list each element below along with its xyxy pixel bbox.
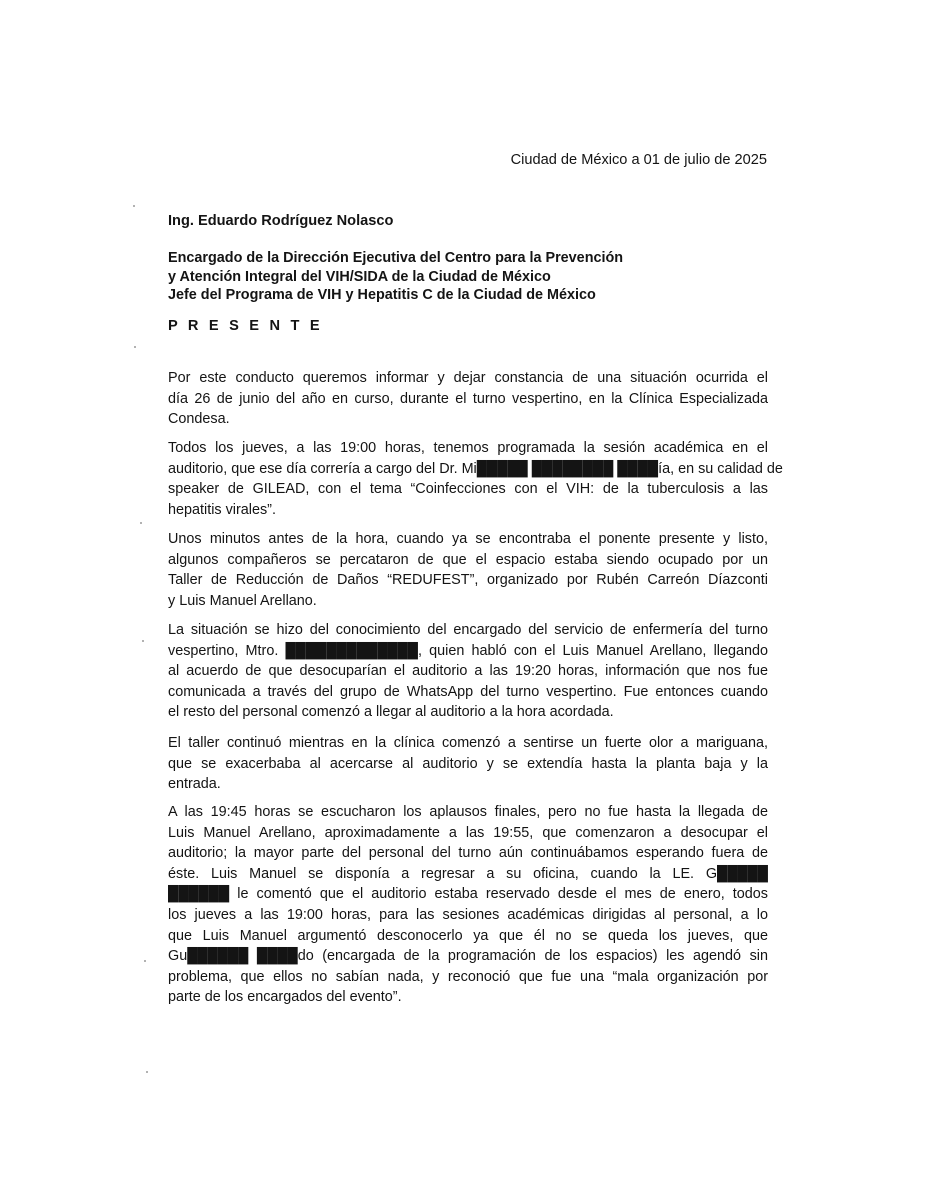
- paragraph: [168, 529, 768, 611]
- paragraph-line: los jueves a las 19:00 horas, para las sesiones académicas dirigidas al personal, a lo: [168, 906, 768, 923]
- paragraph-line: al acuerdo de que desocuparían el auditorio a las 19:20 horas, información que nos fue: [168, 663, 768, 680]
- paragraph-line: La situación se hizo del conocimiento del encargado del servicio de enfermería del turno: [168, 622, 768, 638]
- paragraph-line: que Luis Manuel argumentó desconocerlo ya que él no se queda los jueves, que: [168, 927, 768, 944]
- paragraph-line: problema, que ellos no sabían nada, y reconoció que fue una “mala organización por: [168, 968, 768, 985]
- paragraph: [168, 802, 768, 1008]
- letter-date: Ciudad de México a 01 de julio de 2025: [510, 152, 767, 168]
- scan-speck: [144, 960, 146, 962]
- scan-speck: [142, 640, 144, 642]
- paragraph-line: que se exacerbaba al acercarse al auditorio y se extendía hasta la planta baja y la: [168, 755, 768, 772]
- paragraph-line: hepatitis virales”.: [168, 501, 276, 518]
- recipient-name: Ing. Eduardo Rodríguez Nolasco: [168, 213, 394, 229]
- paragraph: [168, 733, 768, 795]
- recipient-role-line: Jefe del Programa de VIH y Hepatitis C de la Ciudad de México: [168, 287, 596, 303]
- scan-speck: [134, 346, 136, 348]
- paragraph-line: Unos minutos antes de la hora, cuando ya se encontraba el ponente presente y listo,: [168, 531, 768, 547]
- paragraph-line: auditorio, que ese día correría a cargo del Dr. Mi█████ ████████ ████ía, en su calidad de: [168, 460, 783, 477]
- paragraph: [168, 368, 768, 430]
- paragraph-line: y Luis Manuel Arellano.: [168, 592, 317, 609]
- paragraph-line: comunicada a través del grupo de WhatsApp del turno vespertino. Fue entonces cuando: [168, 683, 768, 700]
- paragraph-line: éste. Luis Manuel se disponía a regresar a su oficina, cuando la LE. G█████: [168, 865, 768, 882]
- scan-speck: [146, 1071, 148, 1073]
- paragraph-line: Todos los jueves, a las 19:00 horas, tenemos programada la sesión académica en el: [168, 440, 768, 456]
- paragraph: [168, 438, 783, 520]
- paragraph-line: Condesa.: [168, 411, 230, 428]
- paragraph-line: día 26 de junio del año en curso, durante el turno vespertino, en la Clínica Especializada: [168, 390, 768, 407]
- paragraph-line: ██████ le comentó que el auditorio estaba reservado desde el mes de enero, todos: [168, 886, 768, 903]
- recipient-roles: [168, 249, 623, 305]
- scan-speck: [133, 205, 135, 207]
- paragraph-line: Por este conducto queremos informar y dejar constancia de una situación ocurrida el: [168, 370, 768, 386]
- greeting: P R E S E N T E: [168, 318, 323, 334]
- paragraph-line: algunos compañeros se percataron de que el espacio estaba siendo ocupado por un: [168, 551, 768, 568]
- paragraph-line: Gu██████ ████do (encargada de la programación de los espacios) les agendó sin: [168, 948, 768, 965]
- paragraph-line: auditorio; la mayor parte del personal del turno aún continuábamos esperando fuera de: [168, 845, 768, 862]
- paragraph-line: Taller de Reducción de Daños “REDUFEST”, organizado por Rubén Carreón Díazconti: [168, 572, 768, 589]
- recipient-role-line: Encargado de la Dirección Ejecutiva del Centro para la Prevención: [168, 250, 624, 266]
- paragraph-line: El taller continuó mientras en la clínica comenzó a sentirse un fuerte olor a mariguana,: [168, 735, 768, 751]
- paragraph-line: parte de los encargados del evento”.: [168, 989, 402, 1006]
- paragraph-line: vespertino, Mtro. █████████████, quien habló con el Luis Manuel Arellano, llegando: [168, 642, 768, 659]
- paragraph-line: el resto del personal comenzó a llegar al auditorio a la hora acordada.: [168, 704, 614, 721]
- paragraph-line: A las 19:45 horas se escucharon los aplausos finales, pero no fue hasta la llegada de: [168, 804, 768, 820]
- paragraph-line: Luis Manuel Arellano, aproximadamente a las 19:55, que comenzaron a desocupar el: [168, 824, 768, 841]
- recipient-role-line: y Atención Integral del VIH/SIDA de la Ciudad de México: [168, 268, 551, 285]
- paragraph-line: entrada.: [168, 776, 221, 793]
- scan-speck: [140, 522, 142, 524]
- paragraph-line: speaker de GILEAD, con el tema “Coinfecciones con el VIH: de la tuberculosis a las: [168, 481, 768, 498]
- paragraph: [168, 620, 768, 723]
